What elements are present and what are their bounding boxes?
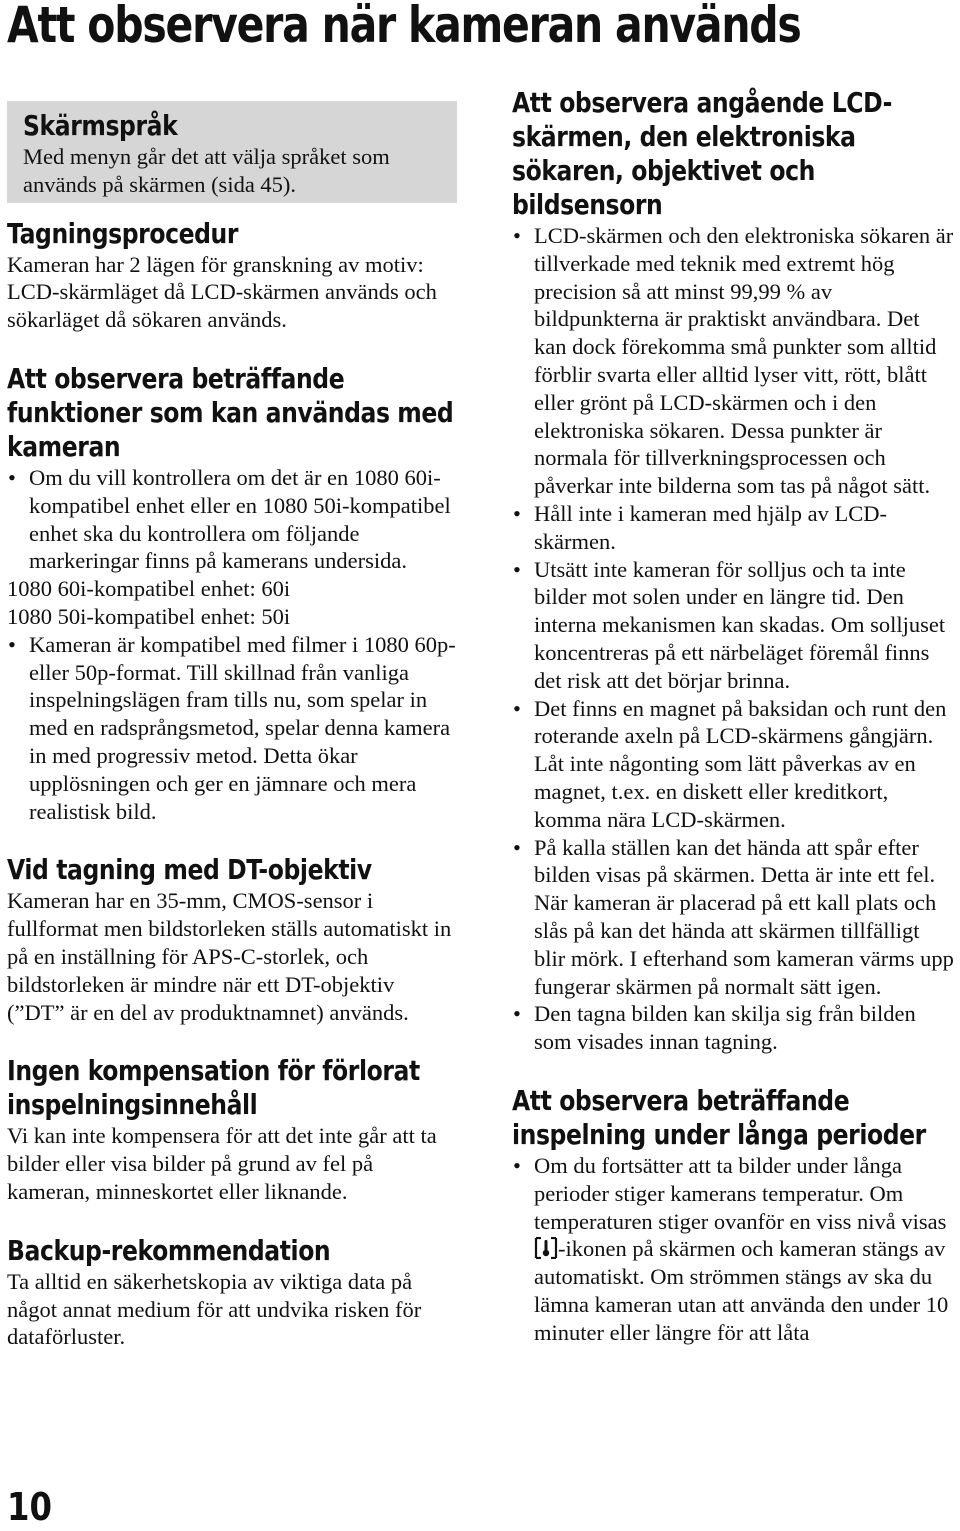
page-title: Att observera när kameran används <box>7 0 801 54</box>
list-item: • Den tagna bilden kan skilja sig från bilden som visades innan tagning. <box>512 1000 956 1056</box>
shooting-procedure-heading: Tagningsprocedur <box>7 216 239 250</box>
compat-50i: 1080 50i-kompatibel enhet: 50i <box>7 603 291 629</box>
shooting-procedure-section <box>7 217 457 334</box>
list-item: • Det finns en magnet på baksidan och runt den roterande axeln på LCD-skärmens gångjärn. Låt inte någonting som lätt påverkas av en magnet, t.ex. en diskett eller kreditkort, komma nära LCD-skärmen. <box>512 695 956 834</box>
page-number: 10 <box>7 1485 52 1529</box>
lcd-section <box>512 86 956 1056</box>
dt-lens-heading: Vid tagning med DT-objektiv <box>7 853 372 887</box>
no-compensation-heading: Ingen kompensation för förlorat inspelningsinnehåll <box>7 1054 420 1122</box>
dt-lens-text: Kameran har en 35-mm, CMOS-sensor i fullformat men bildstorleken ställs automatiskt in på en inställning för APS-C-storlek, och bildstorleken är mindre när ett DT-objektiv (”DT” är en del av produktnamnet) används. <box>7 888 452 1025</box>
backup-section <box>7 1234 457 1351</box>
shooting-procedure-text: Kameran har 2 lägen för granskning av motiv: LCD-skärmläget då LCD-skärmen används och sökarläget då sökaren används. <box>7 251 437 333</box>
functions-list <box>7 464 457 825</box>
no-compensation-text: Vi kan inte kompensera för att det inte går att ta bilder eller visa bilder på grund av fel på kameran, minneskortet eller liknande. <box>7 1123 437 1204</box>
functions-heading: Att observera beträffande funktioner som kan användas med kameran <box>7 361 454 463</box>
long-recording-heading: Att observera beträffande inspelning under långa perioder <box>512 1083 926 1151</box>
list-item: • På kalla ställen kan det hända att spår efter bilden visas på skärmen. Detta är inte ett fel. När kameran är placerad på ett kall plats och slås på kan det hända att skärmen tillfälligt blir mörk. I efterhand som kameran värms upp fungerar skärmen på normalt sätt igen. <box>512 834 956 1001</box>
list-item: • Håll inte i kameran med hjälp av LCD-skärmen. <box>512 500 956 556</box>
compat-60i: 1080 60i-kompatibel enhet: 60i <box>7 576 291 602</box>
screen-language-box <box>7 101 457 203</box>
backup-heading: Backup-rekommendation <box>7 1233 331 1267</box>
screen-language-text: Med menyn går det att välja språket som används på skärmen (sida 45). <box>23 144 390 197</box>
long-recording-text-before: Om du fortsätter att ta bilder under långa perioder stiger kamerans temperatur. Om temperaturen stiger ovanför en viss nivå visas <box>534 1152 947 1234</box>
functions-section <box>7 362 457 825</box>
lcd-list <box>512 222 956 1056</box>
no-compensation-section <box>7 1054 457 1205</box>
list-item <box>512 1152 956 1347</box>
long-recording-section <box>512 1084 956 1347</box>
list-item <box>7 464 457 631</box>
right-column <box>512 86 956 1374</box>
temperature-warning-icon <box>534 1237 558 1259</box>
long-recording-list <box>512 1152 956 1347</box>
dt-lens-section <box>7 853 457 1026</box>
functions-bullet-1: Om du vill kontrollera om det är en 1080 60i-kompatibel enhet eller en 1080 50i-kompatibel enhet ska du kontrollera om följande markeringar finns på kamerans undersida. <box>29 464 451 574</box>
screen-language-heading: Skärmspråk <box>23 109 178 142</box>
long-recording-text-after: -ikonen på skärmen och kameran stängs av automatiskt. Om strömmen stängs av ska du lämna kameran utan att använda den under 10 minuter eller längre för att låta <box>534 1236 949 1345</box>
lcd-heading: Att observera angående LCD-skärmen, den elektroniska sökaren, objektivet och bildsensorn <box>512 86 892 221</box>
list-item: • Utsätt inte kameran för solljus och ta inte bilder mot solen under en längre tid. Den interna mekanismen kan skadas. Om solljuset koncentreras på ett närbeläget föremål finns det risk att det börjar brinna. <box>512 556 956 695</box>
list-item: • LCD-skärmen och den elektroniska sökaren är tillverkade med teknik med extremt hög precision så att minst 99,99 % av bildpunkterna är praktiskt användbara. Det kan dock förekomma små punkter som alltid förblir svarta eller alltid lyser vitt, rött, blått eller grönt på LCD-skärmen och i den elektroniska sökaren. Dessa punkter är normala för tillverkningsprocessen och påverkar inte bilderna som tas på något sätt. <box>512 222 956 500</box>
list-item: • Kameran är kompatibel med filmer i 1080 60p- eller 50p-format. Till skillnad från vanliga inspelningslägen fram tills nu, som spelar in med en radsprångsmetod, spelar denna kamera in med progressiv metod. Detta ökar upplösningen och ger en jämnare och mera realistisk bild. <box>7 631 457 826</box>
left-column <box>7 101 457 1379</box>
backup-text: Ta alltid en säkerhetskopia av viktiga data på något annat medium för att undvika risken för dataförluster. <box>7 1268 422 1350</box>
